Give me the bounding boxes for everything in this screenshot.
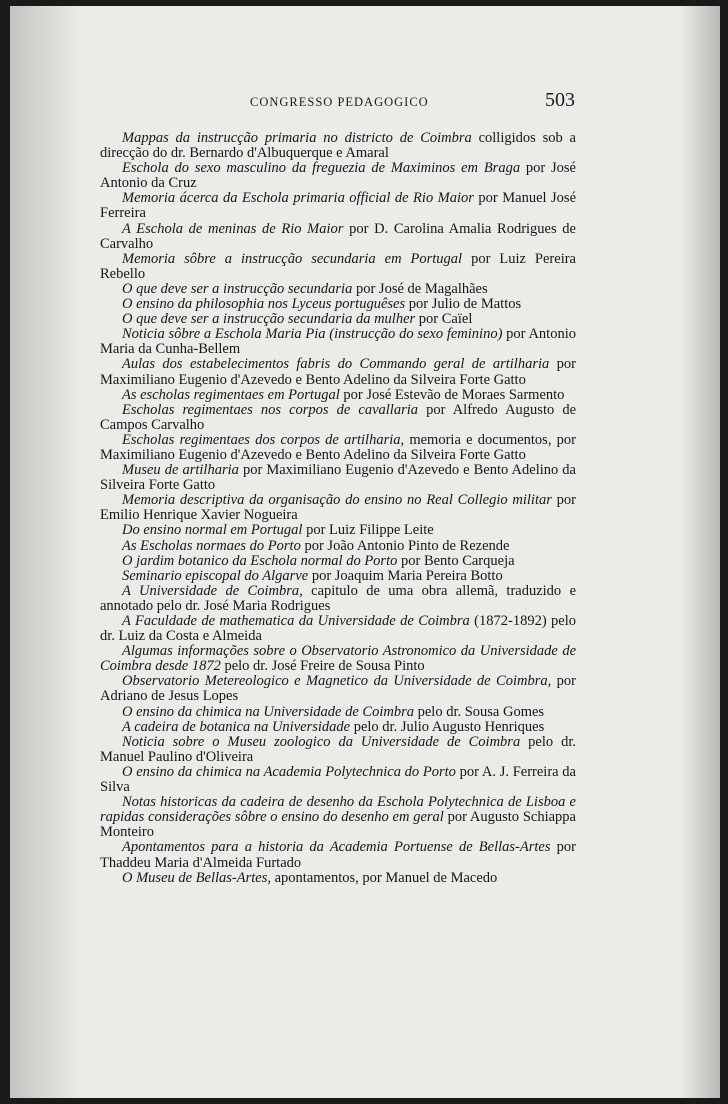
entry-details: por Maximiliano Eugenio d'Azevedo e Bento Adelino da Silveira Forte Gatto	[100, 356, 576, 388]
entry-details: por José Antonio da Cruz	[100, 160, 576, 192]
bibliography-entry	[100, 312, 576, 327]
bibliography-entry	[100, 584, 576, 614]
bibliography-entry	[100, 388, 576, 403]
entry-title: O ensino da philosophia nos Lyceus portuguêses	[122, 296, 406, 313]
entry-title: Apontamentos para a historia da Academia Portuense de Bellas-Artes	[122, 839, 551, 856]
entry-title: A Faculdade de mathematica da Universidade de Coimbra	[122, 613, 470, 629]
entry-title: Notas historicas da cadeira de desenho da Eschola Polytechnica de Lisboa e rapidas considerações sôbre o ensino do desenho em geral	[100, 794, 576, 826]
entry-title: Aulas dos estabelecimentos fabris do Commando geral de artilharia	[122, 356, 550, 373]
book-page	[10, 6, 720, 1098]
entry-title: O que deve ser a instrucção secundaria da mulher	[122, 311, 416, 328]
bibliography-entry	[100, 539, 576, 554]
entry-details: colligidos sob a direcção do dr. Bernardo d'Albuquerque e Amaral	[100, 130, 576, 162]
entry-title: Noticia sobre o Museu zoologico da Universidade de Coimbra	[122, 733, 521, 750]
entry-title: Do ensino normal em Portugal	[122, 522, 303, 539]
bibliography-entry	[100, 674, 576, 704]
bibliography-entry	[100, 327, 576, 357]
bibliography-entry	[100, 569, 576, 584]
entry-details: por Alfredo Augusto de Campos Carvalho	[100, 401, 576, 433]
entry-title: Noticia sôbre a Eschola Maria Pia (instrucção do sexo feminino)	[122, 326, 503, 343]
entry-title: O Museu de Bellas-Artes,	[122, 869, 271, 886]
page-number: 503	[545, 89, 575, 111]
bibliography-entry	[100, 554, 576, 569]
entry-title: As escholas regimentaes em Portugal	[122, 386, 340, 403]
entry-details: capitulo de uma obra allemã, traduzido e annotado pelo dr. José Maria Rodrigues	[100, 582, 577, 614]
page-header	[10, 89, 720, 112]
entry-title: Museu de artilharia	[122, 462, 239, 479]
bibliography-entry	[100, 357, 576, 387]
entry-title: O jardim botanico da Eschola normal do Porto	[122, 552, 398, 569]
bibliography-entry	[100, 523, 576, 538]
entry-details: memoria e documentos, por Maximiliano Eugenio d'Azevedo e Bento Adelino da Silveira Forte Gatto	[100, 431, 577, 463]
entry-title: As Escholas normaes do Porto	[122, 537, 301, 554]
bibliography-entry	[100, 252, 576, 282]
bibliography-entry	[100, 720, 576, 735]
bibliography-entry	[100, 282, 576, 297]
entry-details: pelo dr. Sousa Gomes	[413, 703, 545, 720]
bibliography-entry	[100, 297, 576, 312]
bibliography-entry	[100, 161, 576, 191]
entry-title: A Eschola de meninas de Rio Maior	[122, 220, 344, 237]
entry-title: Seminario episcopal do Algarve	[122, 567, 309, 584]
bibliography-entry	[100, 191, 576, 221]
entry-title: Eschola do sexo masculino da freguezia de Maximinos em Braga	[122, 160, 521, 177]
entry-details: por A. J. Ferreira da Silva	[100, 763, 576, 796]
entry-title: Mappas da instrucção primaria no districto de Coimbra	[122, 130, 472, 146]
entry-title: O que deve ser a instrucção secundaria	[122, 280, 353, 297]
bibliography-entry	[100, 222, 576, 252]
entry-details: por Adriano de Jesus Lopes	[100, 673, 576, 705]
entry-details: por Maximiliano Eugenio d'Azevedo e Bento Adelino da Silveira Forte Gatto	[100, 462, 576, 494]
entry-title: Algumas informações sobre o Observatorio Astronomico da Universidade de Coimbra desde 1872	[100, 643, 576, 675]
bibliography-entry	[100, 840, 576, 870]
bibliography-entry	[100, 131, 576, 161]
bibliography-entry	[100, 403, 576, 433]
entry-details: por Emilio Henrique Xavier Nogueira	[100, 492, 576, 524]
entry-details: por Joaquim Maria Pereira Botto	[308, 567, 503, 584]
entry-details: por Caïel	[415, 311, 473, 328]
entry-details: (1872-1892) pelo dr. Luiz da Costa e Almeida	[100, 613, 577, 645]
bibliography-entry	[100, 871, 576, 886]
entry-details: por Luiz Filippe Leite	[302, 522, 434, 539]
entry-details: pelo dr. Manuel Paulino d'Oliveira	[100, 733, 577, 765]
entry-title: Escholas regimentaes dos corpos de artilharia,	[122, 431, 405, 448]
entry-details: pelo dr. Julio Augusto Henriques	[350, 718, 545, 735]
entry-title: Memoria ácerca da Eschola primaria official de Rio Maior	[122, 190, 474, 207]
entry-title: Escholas regimentaes nos corpos de cavallaria	[122, 401, 419, 418]
bibliography-entry	[100, 644, 576, 674]
entry-details: por Manuel José Ferreira	[100, 190, 577, 222]
entry-title: O ensino da chimica na Academia Polytechnica do Porto	[122, 763, 456, 780]
entry-details: por José Estevão de Moraes Sarmento	[339, 386, 565, 403]
entry-title: Memoria sôbre a instrucção secundaria em Portugal	[122, 250, 463, 267]
bibliography-entry	[100, 705, 576, 720]
entry-details: por Thaddeu Maria d'Almeida Furtado	[100, 839, 576, 871]
running-title: CONGRESSO PEDAGOGICO	[250, 95, 429, 109]
entry-details: por José de Magalhães	[352, 280, 488, 297]
entry-details: por Julio de Mattos	[405, 296, 522, 313]
bibliography-entry	[100, 765, 576, 795]
entry-details: por Bento Carqueja	[397, 552, 515, 569]
entry-title: A cadeira de botanica na Universidade	[122, 718, 351, 735]
bibliography-entry	[100, 795, 576, 840]
entry-title: A Universidade de Coimbra,	[122, 582, 303, 599]
bibliography-entry	[100, 614, 576, 644]
bibliography-entry	[100, 735, 576, 765]
entry-details: por João Antonio Pinto de Rezende	[300, 537, 510, 554]
bibliography-entry	[100, 493, 576, 523]
entry-details: apontamentos, por Manuel de Macedo	[271, 869, 498, 886]
entry-title: O ensino da chimica na Universidade de Coimbra	[122, 703, 414, 720]
entry-details: por Antonio Maria da Cunha-Bellem	[100, 326, 576, 358]
entry-title: Observatorio Metereologico e Magnetico da Universidade de Coimbra,	[122, 673, 552, 690]
bibliography-entry	[100, 463, 576, 493]
entry-details: por D. Carolina Amalia Rodrigues de Carvalho	[100, 220, 576, 252]
entry-details: por Luiz Pereira Rebello	[100, 250, 576, 282]
entry-details: pelo dr. José Freire de Sousa Pinto	[220, 658, 425, 675]
entry-title: Memoria descriptiva da organisação do ensino no Real Collegio militar	[122, 492, 552, 509]
bibliography-list	[100, 131, 576, 886]
entry-details: por Augusto Schiappa Monteiro	[100, 809, 576, 841]
bibliography-entry	[100, 433, 576, 463]
